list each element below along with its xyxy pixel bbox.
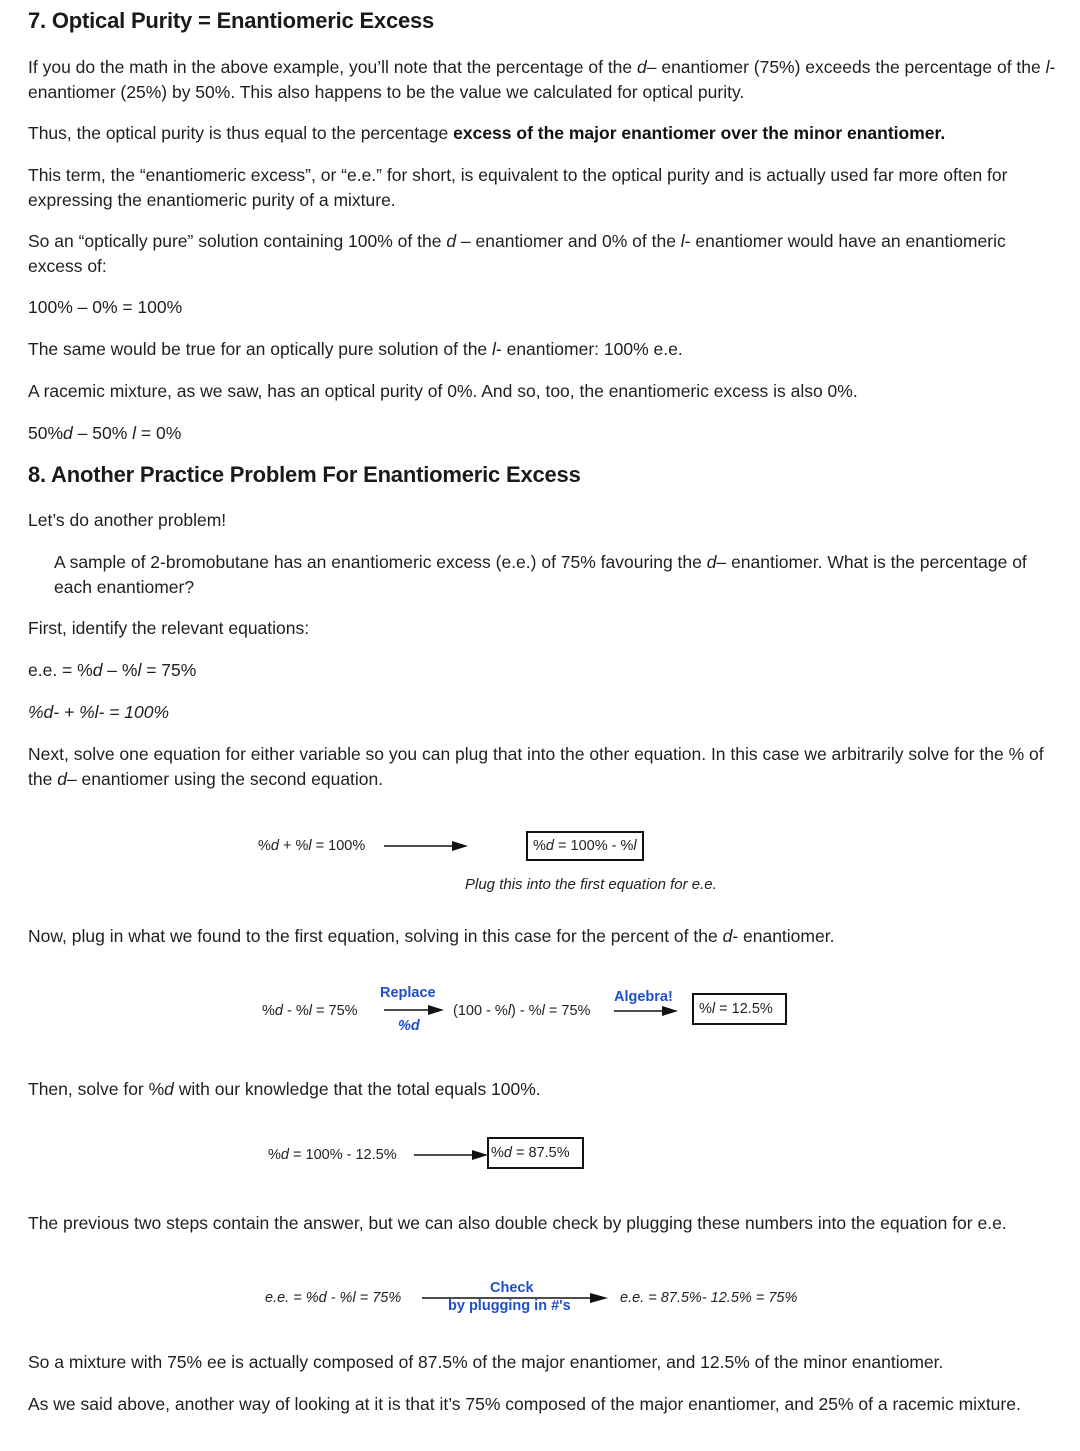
fig4-right-equation: e.e. = 87.5%- 12.5% = 75% xyxy=(620,1290,798,1306)
paragraph-solve-for-d: Then, solve for %d with our knowledge that the total equals 100%. xyxy=(28,1079,541,1099)
bold-excess-phrase: excess of the major enantiomer over the minor enantiomer. xyxy=(453,123,946,143)
paragraph-pure-l: The same would be true for an optically pure solution of the l- enantiomer: 100% e.e. xyxy=(28,339,683,359)
fig1-left-equation: %d + %l = 100% xyxy=(258,838,366,854)
paragraph-mixture-composition: So a mixture with 75% ee is actually composed of 87.5% of the major enantiomer, and 12.5% of the minor enantiomer. xyxy=(28,1352,944,1372)
paragraph-math-example: If you do the math in the above example, you’ll note that the percentage of the d– enantiomer (75%) exceeds the percentage of the l- enantiomer (25%) by 50%. This also happens to be the value we calculated for optical purity. xyxy=(28,57,1056,102)
practice-problem-quote: A sample of 2-bromobutane has an enantiomeric excess (e.e.) of 75% favouring the d– enantiomer. What is the percentage of each enantiomer? xyxy=(54,552,1027,597)
fig2-middle-equation: (100 - %l) - %l = 75% xyxy=(453,1003,591,1019)
fig1-caption: Plug this into the first equation for e.e. xyxy=(465,876,717,893)
fig4-check-label: Check xyxy=(490,1280,534,1296)
fig4-check-sub-label: by plugging in #'s xyxy=(448,1298,571,1314)
section-7-heading: 7. Optical Purity = Enantiomeric Excess xyxy=(28,8,435,33)
fig2-result-box: %l = 12.5% xyxy=(692,993,787,1025)
fig4-left-equation: e.e. = %d - %l = 75% xyxy=(265,1290,402,1306)
equation-100-minus-0: 100% – 0% = 100% xyxy=(28,297,183,317)
equation-ee: e.e. = %d – %l = 75% xyxy=(28,660,197,680)
fig2-algebra-label: Algebra! xyxy=(614,989,673,1005)
paragraph-identify-equations: First, identify the relevant equations: xyxy=(28,618,310,638)
fig3-arrow xyxy=(414,1149,490,1161)
fig3-result-box: %d = 87.5% xyxy=(487,1137,584,1169)
fig1-arrow xyxy=(384,840,470,852)
paragraph-ee-term: This term, the “enantiomeric excess”, or “e.e.” for short, is equivalent to the optical purity and is actually used far more often for expressing the enantiomeric purity of a mixture. xyxy=(28,165,1008,210)
paragraph-plug-in: Now, plug in what we found to the first equation, solving in this case for the percent of the d- enantiomer. xyxy=(28,926,835,946)
paragraph-optical-purity-definition: Thus, the optical purity is thus equal to the percentage excess of the major enantiomer over the minor enantiomer. xyxy=(28,123,946,143)
paragraph-optically-pure: So an “optically pure” solution containing 100% of the d – enantiomer and 0% of the l- enantiomer would have an enantiomeric excess of: xyxy=(28,231,1006,276)
paragraph-racemic: A racemic mixture, as we saw, has an optical purity of 0%. And so, too, the enantiomeric excess is also 0%. xyxy=(28,381,858,401)
fig2-algebra-arrow xyxy=(614,1005,680,1017)
fig3-left-equation: %d = 100% - 12.5% xyxy=(268,1147,397,1163)
paragraph-another-way: As we said above, another way of looking at it is that it’s 75% composed of the major enantiomer, and 25% of a racemic mixture. xyxy=(28,1394,1021,1414)
equation-sum: %d- + %l- = 100% xyxy=(28,702,170,722)
fig1-result-box: %d = 100% - %l xyxy=(526,831,644,861)
section-8-heading: 8. Another Practice Problem For Enantiomeric Excess xyxy=(28,462,581,487)
fig2-left-equation: %d - %l = 75% xyxy=(262,1003,358,1019)
paragraph-solve-one-equation: Next, solve one equation for either variable so you can plug that into the other equation. In this case we arbitrarily solve for the % of the d– enantiomer using the second equation. xyxy=(28,744,1044,789)
fig2-replace-label: Replace xyxy=(380,985,436,1001)
fig2-replace-arrow xyxy=(384,1004,446,1016)
equation-racemic: 50%d – 50% l = 0% xyxy=(28,423,182,443)
fig2-replace-sub-label: %d xyxy=(398,1018,420,1034)
paragraph-lets-do-another: Let’s do another problem! xyxy=(28,510,227,530)
paragraph-double-check: The previous two steps contain the answer, but we can also double check by plugging these numbers into the equation for e.e. xyxy=(28,1213,1007,1233)
